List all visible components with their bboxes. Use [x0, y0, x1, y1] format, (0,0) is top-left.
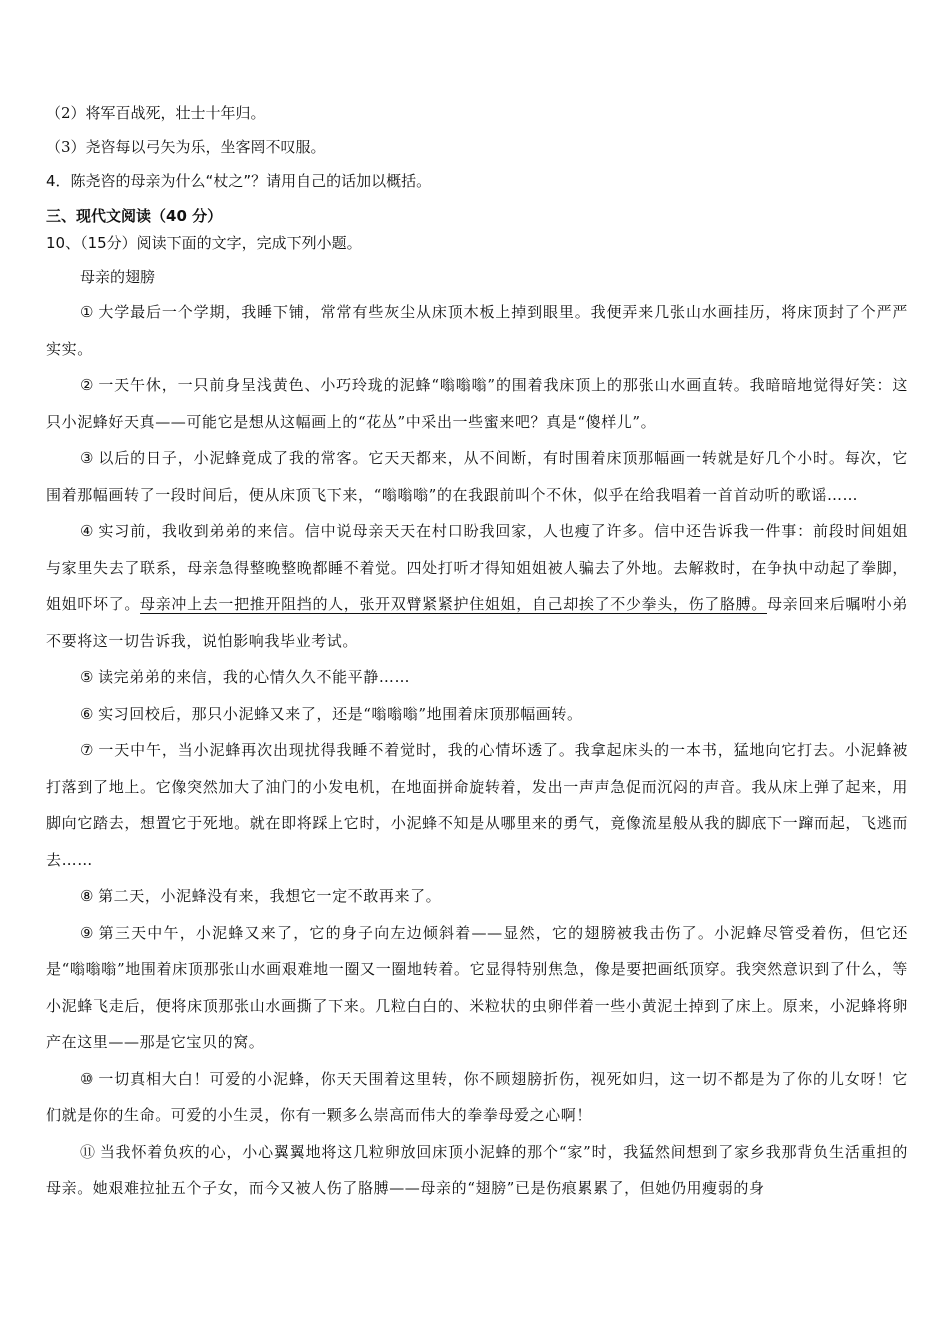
paragraph-number: ⑧ [80, 887, 95, 905]
paragraph-text: 当我怀着负疚的心，小心翼翼地将这几粒卵放回床顶小泥蜂的那个“家”时，我猛然间想到了家乡我那背负生活重担的母亲。她艰难拉扯五个子女，而今又被人伤了胳膊——母亲的“翅膀”已是伤痕累累了，但她仍用瘦弱的身 [46, 1142, 908, 1197]
document-page [46, 96, 908, 1207]
paragraph-11 [46, 1134, 908, 1207]
question-4: 4．陈尧咨的母亲为什么“杖之”？请用自己的话加以概括。 [46, 172, 432, 190]
question-10: 10、（15分）阅读下面的文字，完成下列小题。 [46, 234, 362, 252]
paragraph-5 [46, 659, 908, 696]
underlined-sentence: 母亲冲上去一把推开阻挡的人，张开双臂紧紧护住姐姐，自己却挨了不少拳头，伤了胳膊。 [140, 595, 767, 613]
paragraph-8 [46, 878, 908, 915]
article-title: 母亲的翅膀 [80, 268, 156, 286]
paragraph-number: ⑦ [80, 741, 95, 759]
paragraph-1 [46, 294, 908, 367]
paragraph-3 [46, 440, 908, 513]
paragraph-text: 一天中午，当小泥蜂再次出现扰得我睡不着觉时，我的心情坏透了。我拿起床头的一本书，猛地向它打去。小泥蜂被打落到了地上。它像突然加大了油门的小发电机，在地面拼命旋转着，发出一声声急促而沉闷的声音。我从床上弹了起来，用脚向它踏去，想置它于死地。就在即将踩上它时，小泥蜂不知是从哪里来的勇气，竟像流星般从我的脚底下一蹿而起，飞逃而去…… [46, 741, 908, 869]
answer-item-3: （3）尧咨每以弓矢为乐，坐客罔不叹服。 [46, 138, 326, 156]
paragraph-number: ① [80, 303, 95, 321]
paragraph-number: ⑥ [80, 704, 95, 723]
paragraph-text: 第二天，小泥蜂没有来，我想它一定不敢再来了。 [98, 887, 442, 905]
paragraph-7 [46, 732, 908, 878]
paragraph-text: 一天午休，一只前身呈浅黄色、小巧玲珑的泥蜂“嗡嗡嗡”的围着我床顶上的那张山水画直转。我暗暗地觉得好笑：这只小泥蜂好天真——可能它是想从这幅画上的“花丛”中采出一些蜜来吧？真是“傻样儿”。 [46, 376, 908, 431]
answer-item-2: （2）将军百战死，壮士十年归。 [46, 104, 266, 122]
paragraph-text: 读完弟弟的来信，我的心情久久不能平静…… [98, 668, 411, 686]
paragraph-text: 实习回校后，那只小泥蜂又来了，还是“嗡嗡嗡”地围着床顶那幅画转。 [98, 704, 583, 723]
paragraph-text: 以后的日子，小泥蜂竟成了我的常客。它天天都来，从不间断，有时围着床顶那幅画一转就是好几个小时。每次，它围着那幅画转了一段时间后，便从床顶飞下来，“嗡嗡嗡”的在我跟前叫个不休，似乎在给我唱着一首首动听的歌谣…… [46, 449, 908, 504]
paragraph-number: ⑨ [80, 923, 95, 942]
paragraph-number: ⑩ [80, 1069, 95, 1088]
paragraph-number: ② [80, 376, 95, 394]
paragraph-10 [46, 1061, 908, 1134]
paragraph-number: ⑪ [80, 1142, 96, 1161]
paragraph-number: ⑤ [80, 668, 95, 686]
paragraph-4 [46, 513, 908, 659]
paragraph-number: ④ [80, 522, 95, 540]
paragraph-number: ③ [80, 449, 95, 467]
paragraph-9 [46, 915, 908, 1061]
paragraph-text: 母亲回来后嘱咐小弟不要将这一切告诉我，说怕影响我毕业考试。 [46, 595, 908, 650]
paragraph-text: 实习前，我收到弟弟的来信。信中说母亲天天在村口盼我回家，人也瘦了许多。信中还告诉我一件事：前段时间姐姐与家里失去了联系，母亲急得整晚整晚都睡不着觉。四处打听才得知姐姐被人骗去了外地。去解救时，在争执中动起了拳脚，姐姐吓坏了。 [46, 522, 908, 613]
paragraph-6 [46, 696, 908, 733]
paragraph-text: 第三天中午，小泥蜂又来了，它的身子向左边倾斜着——显然，它的翅膀被我击伤了。小泥蜂尽管受着伤，但它还是“嗡嗡嗡”地围着床顶那张山水画艰难地一圈又一圈地转着。它显得特别焦急，像是要把画纸顶穿。我突然意识到了什么，等小泥蜂飞走后，便将床顶那张山水画撕了下来。几粒白白的、米粒状的虫卵伴着一些小黄泥土掉到了床上。原来，小泥蜂将卵产在这里——那是它宝贝的窝。 [46, 923, 908, 1051]
paragraph-text: 大学最后一个学期，我睡下铺，常常有些灰尘从床顶木板上掉到眼里。我便弄来几张山水画挂历，将床顶封了个严严实实。 [46, 303, 908, 358]
paragraph-2 [46, 367, 908, 440]
section-heading: 三、现代文阅读（40 分） [46, 207, 223, 225]
paragraph-text: 一切真相大白！可爱的小泥蜂，你天天围着这里转，你不顾翅膀折伤，视死如归，这一切不都是为了你的儿女呀！它们就是你的生命。可爱的小生灵，你有一颗多么崇高而伟大的拳拳母爱之心啊！ [46, 1069, 908, 1124]
